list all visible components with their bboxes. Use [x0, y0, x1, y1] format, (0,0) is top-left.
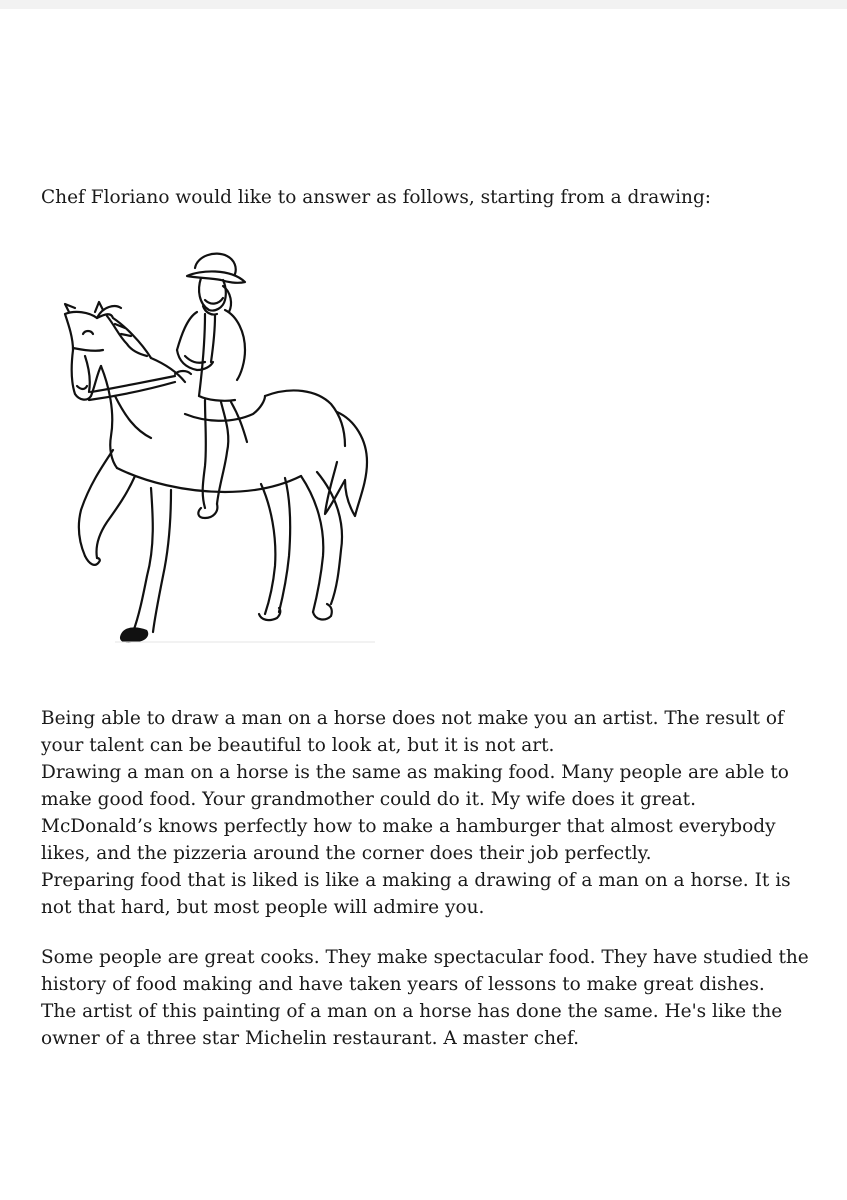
document-page [0, 9, 847, 1200]
paragraph-line: Preparing food that is liked is like a making a drawing of a man on a horse. It is [41, 870, 791, 891]
paragraph-line: Some people are great cooks. They make spectacular food. They have studied the [41, 947, 809, 968]
paragraph-line: your talent can be beautiful to look at, but it is not art. [41, 735, 555, 756]
paragraph-line: not that hard, but most people will admire you. [41, 897, 485, 918]
paragraph-line: McDonald’s knows perfectly how to make a hamburger that almost everybody [41, 816, 776, 837]
top-margin-strip [0, 0, 847, 9]
paragraph-line: likes, and the pizzeria around the corner does their job perfectly. [41, 843, 652, 864]
paragraph-line: Drawing a man on a horse is the same as making food. Many people are able to [41, 762, 789, 783]
intro-sentence: Chef Floriano would like to answer as follows, starting from a drawing: [41, 187, 712, 208]
paragraph-line: make good food. Your grandmother could do it. My wife does it great. [41, 789, 696, 810]
paragraph-line: owner of a three star Michelin restaurant. A master chef. [41, 1028, 580, 1049]
paragraph-line: The artist of this painting of a man on a horse has done the same. He's like the [41, 1001, 783, 1022]
paragraph-line: Being able to draw a man on a horse does not make you an artist. The result of [41, 708, 784, 729]
man-on-horse-icon [55, 246, 385, 656]
paragraph-line: history of food making and have taken years of lessons to make great dishes. [41, 974, 765, 995]
